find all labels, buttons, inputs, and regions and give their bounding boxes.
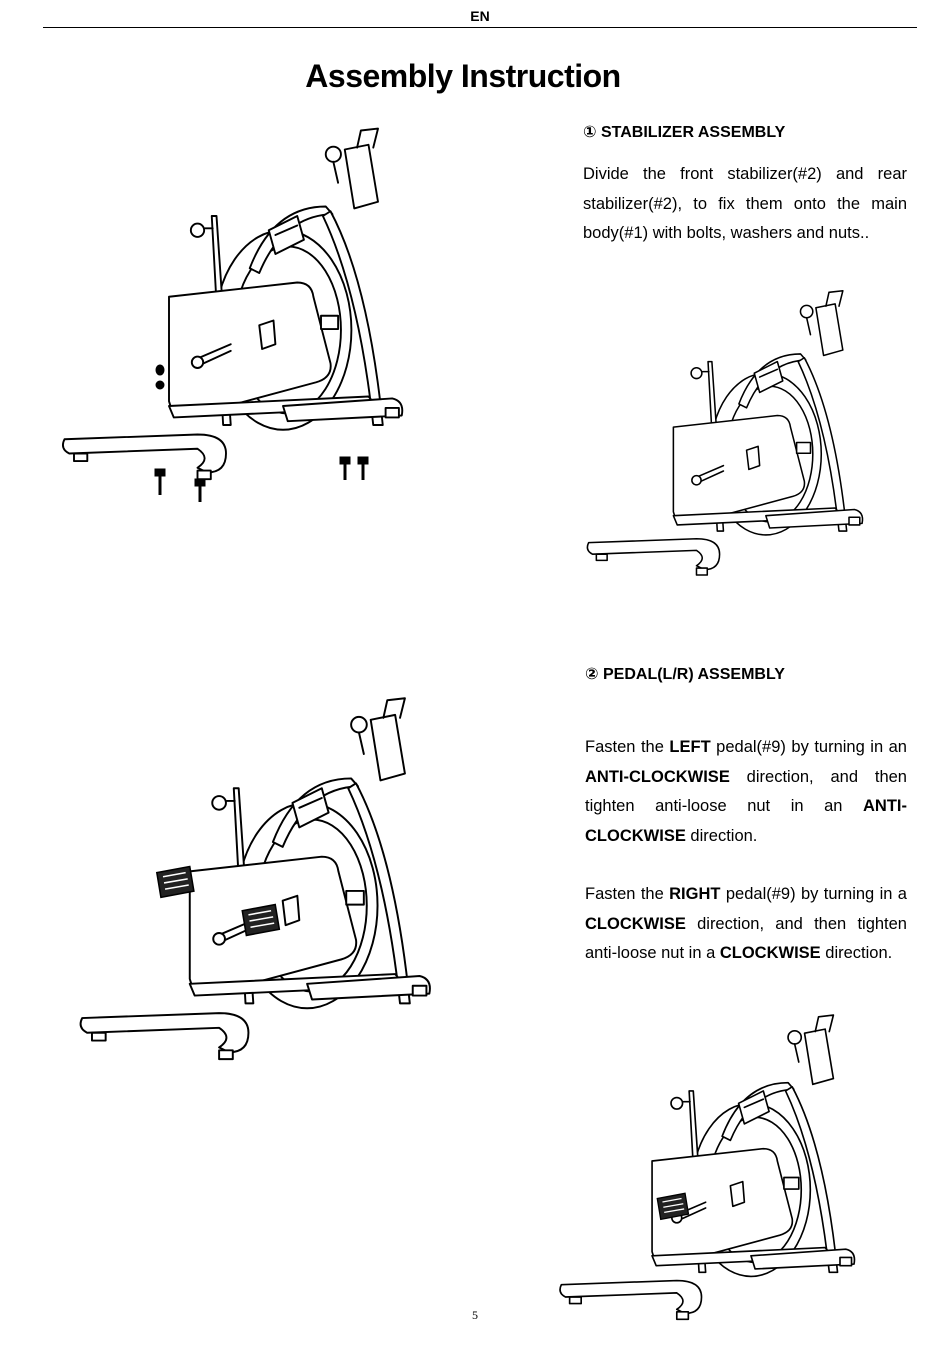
- text-run: pedal(#9) by turning in a: [720, 885, 907, 903]
- bold-text: RIGHT: [669, 885, 721, 903]
- page-title: Assembly Instruction: [305, 58, 621, 94]
- section-text-pedal: [585, 733, 907, 998]
- stabilizer-assembled-illustration: [565, 300, 905, 605]
- text-run: Fasten the: [585, 738, 670, 756]
- bold-text: ANTI-CLOCKWISE: [585, 767, 730, 786]
- section-heading-stabilizer: ① STABILIZER ASSEMBLY: [583, 124, 786, 141]
- bold-text: CLOCKWISE: [585, 914, 686, 933]
- bold-text: CLOCKWISE: [719, 944, 821, 962]
- language-label: EN: [470, 8, 490, 24]
- bold-text: LEFT: [669, 738, 711, 756]
- section-text-stabilizer: [583, 160, 907, 278]
- text-run: Fasten the: [585, 885, 670, 903]
- bold-text: ANTI-CLOCKWISE: [585, 797, 907, 845]
- pedal-assembled-illustration: [548, 1025, 888, 1325]
- text-run: direction, and then tighten anti-loose nut in an: [585, 767, 907, 815]
- section-heading-pedal: ② PEDAL(L/R) ASSEMBLY: [585, 666, 785, 683]
- paragraph: [585, 880, 907, 969]
- paragraph: [585, 733, 907, 851]
- stabilizer-exploded-illustration: [55, 140, 435, 515]
- text-run: direction.: [685, 826, 758, 845]
- paragraph: [583, 160, 907, 249]
- header-rule: [43, 27, 917, 28]
- text-run: Divide the front stabilizer(#2) and rear stabilizer(#2), to fix them onto the main body(#1) with bolts, washers and nuts..: [583, 165, 907, 242]
- text-run: pedal(#9) by turning in an: [710, 738, 907, 756]
- pedal-exploded-illustration: [68, 710, 468, 1065]
- text-run: direction.: [820, 944, 893, 962]
- text-run: direction, and then tighten anti-loose nut in a: [585, 914, 907, 962]
- page-number: 5: [472, 1308, 478, 1322]
